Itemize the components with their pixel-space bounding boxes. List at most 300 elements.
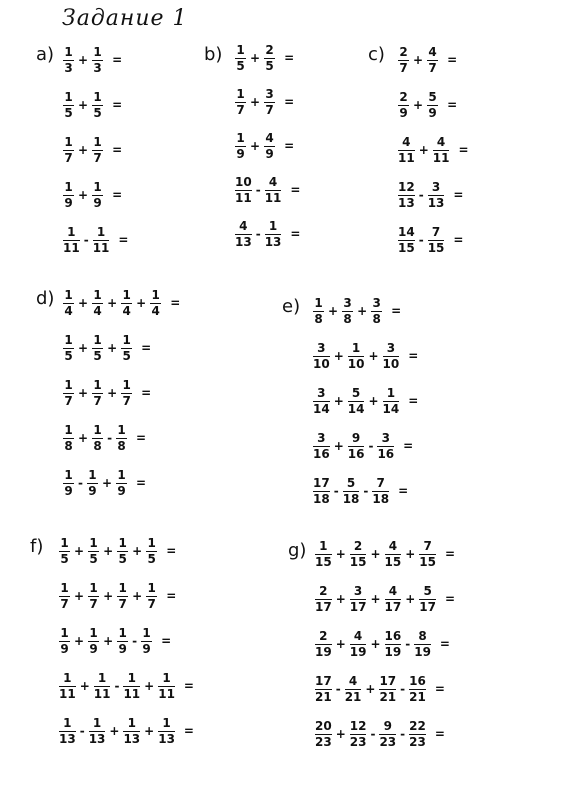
fraction-numerator: 1 [93, 134, 102, 149]
fraction-denominator: 5 [93, 348, 102, 363]
fraction-denominator: 21 [315, 689, 332, 704]
fraction [62, 46, 75, 75]
fraction [62, 334, 75, 363]
fraction [62, 424, 75, 453]
operator: + [250, 139, 261, 153]
fraction [314, 675, 333, 704]
expression [397, 42, 457, 78]
section-label: a) [36, 44, 55, 65]
equals-sign: = [112, 98, 123, 112]
fraction [263, 132, 276, 161]
fraction-denominator: 13 [123, 731, 141, 746]
fraction-denominator: 9 [88, 483, 97, 498]
fraction [91, 379, 104, 408]
expression [62, 285, 180, 321]
expression [58, 668, 194, 704]
fraction-numerator: 1 [97, 670, 107, 685]
fraction-numerator: 12 [349, 718, 367, 733]
fraction-numerator: 2 [319, 628, 328, 643]
equals-sign: = [398, 484, 409, 498]
fraction [87, 537, 100, 566]
fraction-numerator: 3 [265, 86, 274, 101]
fraction-denominator: 19 [315, 644, 332, 659]
operator: + [107, 341, 118, 355]
operator: + [335, 547, 346, 561]
fraction-numerator: 1 [64, 422, 73, 437]
fraction-numerator: 4 [268, 174, 278, 189]
fraction-numerator: 2 [319, 583, 328, 598]
fraction [312, 297, 325, 326]
fraction-numerator: 1 [118, 625, 127, 640]
fraction-denominator: 18 [372, 491, 390, 506]
fraction-numerator: 7 [376, 475, 385, 490]
operator: - [335, 682, 341, 696]
equals-sign: = [290, 183, 301, 197]
fraction-denominator: 7 [60, 596, 69, 611]
fraction [234, 220, 253, 249]
fraction-denominator: 13 [59, 731, 76, 746]
fraction-denominator: 15 [419, 554, 436, 569]
expression [312, 383, 418, 419]
fraction-numerator: 1 [122, 377, 131, 392]
fraction-denominator: 23 [379, 734, 397, 749]
fraction-denominator: 9 [64, 483, 73, 498]
fraction-numerator: 16 [409, 673, 426, 688]
fraction [349, 585, 368, 614]
fraction [88, 717, 107, 746]
fraction-denominator: 7 [147, 596, 156, 611]
operator: + [370, 592, 381, 606]
operator: + [418, 143, 429, 157]
expression [58, 713, 194, 749]
fraction-numerator: 1 [236, 130, 245, 145]
fraction-denominator: 8 [343, 311, 352, 326]
fraction-denominator: 9 [118, 641, 127, 656]
fraction [92, 226, 111, 255]
fraction-denominator: 15 [384, 554, 402, 569]
fraction-numerator: 1 [64, 89, 73, 104]
fraction-denominator: 5 [265, 58, 274, 73]
fraction [344, 675, 363, 704]
fraction-numerator: 1 [93, 89, 102, 104]
fraction [314, 540, 333, 569]
operator: - [363, 484, 369, 498]
expression [314, 536, 455, 572]
fraction-denominator: 19 [414, 644, 431, 659]
fraction [376, 432, 395, 461]
fraction-numerator: 5 [351, 385, 361, 400]
expression [314, 671, 445, 707]
fraction-denominator: 11 [158, 686, 175, 701]
equals-sign: = [136, 431, 147, 445]
fraction [116, 582, 129, 611]
fraction [58, 672, 77, 701]
expression [397, 87, 457, 123]
fraction-numerator: 1 [127, 715, 136, 730]
operator: + [78, 296, 89, 310]
fraction-denominator: 3 [64, 60, 73, 75]
fraction [62, 91, 75, 120]
section-label: c) [368, 44, 385, 65]
section-label: g) [288, 540, 307, 561]
fraction-numerator: 3 [317, 385, 326, 400]
operator: - [333, 484, 339, 498]
fraction-numerator: 4 [239, 218, 248, 233]
fraction [382, 342, 401, 371]
fraction [91, 181, 104, 210]
operator: + [132, 544, 143, 558]
fraction [58, 537, 71, 566]
equals-sign: = [453, 233, 464, 247]
fraction [91, 289, 104, 318]
fraction-numerator: 1 [162, 715, 171, 730]
operator: - [400, 727, 406, 741]
fraction-numerator: 14 [398, 224, 415, 239]
fraction-denominator: 9 [93, 195, 102, 210]
operator: - [114, 679, 120, 693]
operator: + [103, 544, 114, 558]
fraction [145, 537, 158, 566]
fraction [115, 424, 128, 453]
fraction [418, 540, 437, 569]
fraction-denominator: 14 [347, 401, 365, 416]
fraction-denominator: 11 [264, 190, 282, 205]
fraction-denominator: 5 [64, 348, 73, 363]
expression [314, 716, 445, 752]
worksheet-title: Задание 1 [62, 6, 188, 31]
fraction-numerator: 1 [236, 86, 245, 101]
fraction-denominator: 7 [64, 150, 73, 165]
fraction-numerator: 17 [379, 673, 397, 688]
fraction [384, 540, 403, 569]
section-label: d) [36, 288, 55, 309]
fraction-denominator: 13 [235, 234, 252, 249]
operator: + [405, 547, 416, 561]
fraction-denominator: 15 [349, 554, 367, 569]
equals-sign: = [290, 227, 301, 241]
fraction-numerator: 12 [398, 179, 415, 194]
operator: + [335, 727, 346, 741]
equals-sign: = [408, 349, 419, 363]
fraction-denominator: 9 [89, 641, 98, 656]
fraction [370, 297, 383, 326]
fraction-denominator: 4 [93, 303, 102, 318]
fraction [86, 469, 99, 498]
section-label: e) [282, 296, 301, 317]
fraction [349, 630, 368, 659]
fraction-denominator: 7 [428, 60, 437, 75]
fraction [413, 630, 432, 659]
fraction [312, 387, 331, 416]
fraction-denominator: 17 [349, 599, 367, 614]
fraction [426, 46, 439, 75]
operator: + [144, 679, 155, 693]
fraction-denominator: 19 [384, 644, 402, 659]
fraction-numerator: 3 [353, 583, 363, 598]
fraction-denominator: 8 [93, 438, 102, 453]
expression [234, 216, 300, 252]
fraction-numerator: 1 [64, 134, 73, 149]
fraction [314, 720, 333, 749]
operator: + [101, 476, 113, 490]
fraction-denominator: 7 [93, 393, 102, 408]
fraction-numerator: 1 [60, 625, 69, 640]
fraction [397, 136, 416, 165]
equals-sign: = [391, 304, 402, 318]
fraction [62, 379, 75, 408]
fraction [264, 176, 283, 205]
fraction-numerator: 1 [93, 179, 102, 194]
fraction-numerator: 1 [92, 715, 102, 730]
fraction [87, 627, 100, 656]
operator: - [83, 233, 89, 247]
equals-sign: = [447, 53, 458, 67]
equals-sign: = [284, 139, 295, 153]
expression [62, 42, 122, 78]
section-label: f) [30, 536, 44, 557]
fraction-numerator: 1 [147, 580, 156, 595]
fraction-numerator: 1 [162, 670, 171, 685]
operator: + [357, 304, 368, 318]
fraction-numerator: 4 [348, 673, 358, 688]
fraction-numerator: 1 [64, 377, 73, 392]
fraction-denominator: 7 [236, 102, 245, 117]
expression [62, 375, 151, 411]
equals-sign: = [141, 341, 152, 355]
expression [62, 87, 122, 123]
fraction-denominator: 5 [89, 551, 98, 566]
fraction-denominator: 7 [118, 596, 127, 611]
fraction [408, 720, 427, 749]
fraction-numerator: 4 [388, 538, 398, 553]
fraction [58, 582, 71, 611]
fraction-denominator: 7 [89, 596, 98, 611]
fraction-denominator: 11 [63, 240, 80, 255]
fraction [120, 334, 133, 363]
equals-sign: = [166, 589, 177, 603]
operator: + [78, 386, 89, 400]
equals-sign: = [284, 95, 295, 109]
fraction [427, 181, 446, 210]
fraction-numerator: 17 [313, 475, 330, 490]
operator: + [328, 304, 339, 318]
operator: + [365, 682, 376, 696]
fraction-denominator: 11 [432, 150, 450, 165]
fraction-numerator: 1 [351, 340, 361, 355]
operator: - [78, 476, 83, 490]
expression [58, 533, 176, 569]
fraction-numerator: 16 [384, 628, 402, 643]
fraction [349, 540, 368, 569]
fraction [263, 88, 276, 117]
operator: + [132, 589, 143, 603]
fraction [58, 627, 71, 656]
operator: - [370, 727, 376, 741]
equals-sign: = [439, 637, 450, 651]
fraction-denominator: 17 [419, 599, 436, 614]
fraction-denominator: 9 [265, 146, 274, 161]
operator: + [78, 143, 89, 157]
fraction-numerator: 3 [381, 430, 390, 445]
equals-sign: = [136, 476, 147, 490]
expression [62, 330, 151, 366]
fraction [93, 672, 112, 701]
operator: + [413, 53, 424, 67]
section-label: b) [204, 44, 223, 65]
fraction-numerator: 2 [399, 44, 408, 59]
fraction [349, 720, 368, 749]
fraction-denominator: 13 [88, 731, 106, 746]
expression [62, 132, 122, 168]
fraction-numerator: 1 [64, 179, 73, 194]
operator: + [368, 349, 379, 363]
operator: + [78, 431, 89, 445]
operator: + [103, 634, 114, 648]
fraction-numerator: 3 [317, 340, 326, 355]
fraction [120, 379, 133, 408]
fraction [312, 342, 331, 371]
fraction-numerator: 8 [418, 628, 427, 643]
fraction-numerator: 7 [423, 538, 432, 553]
fraction-numerator: 3 [431, 179, 441, 194]
equals-sign: = [118, 233, 129, 247]
fraction [157, 672, 176, 701]
fraction-numerator: 1 [89, 535, 98, 550]
fraction-denominator: 4 [151, 303, 160, 318]
fraction-numerator: 1 [88, 467, 97, 482]
fraction-numerator: 1 [122, 287, 131, 302]
fraction-denominator: 14 [382, 401, 400, 416]
fraction [347, 342, 366, 371]
operator: + [333, 394, 344, 408]
fraction [378, 720, 397, 749]
fraction-numerator: 4 [436, 134, 446, 149]
operator: - [255, 227, 261, 241]
fraction-numerator: 1 [117, 467, 126, 482]
fraction [378, 675, 397, 704]
equals-sign: = [403, 439, 414, 453]
operator: + [335, 637, 346, 651]
operator: - [418, 188, 424, 202]
fraction-denominator: 23 [349, 734, 367, 749]
fraction-numerator: 4 [402, 134, 411, 149]
fraction-numerator: 1 [319, 538, 328, 553]
fraction [115, 469, 128, 498]
fraction-numerator: 1 [127, 670, 136, 685]
fraction-denominator: 8 [64, 438, 73, 453]
fraction-denominator: 16 [347, 446, 365, 461]
operator: - [418, 233, 424, 247]
fraction [234, 176, 253, 205]
fraction-denominator: 11 [59, 686, 76, 701]
fraction-denominator: 10 [347, 356, 365, 371]
fraction [157, 717, 176, 746]
fraction-denominator: 5 [236, 58, 245, 73]
fraction [91, 424, 104, 453]
fraction-numerator: 20 [315, 718, 332, 733]
fraction-numerator: 1 [89, 625, 98, 640]
fraction-denominator: 10 [313, 356, 330, 371]
fraction-denominator: 11 [235, 190, 252, 205]
fraction-numerator: 1 [60, 580, 69, 595]
fraction [58, 717, 77, 746]
fraction [234, 132, 247, 161]
operator: + [74, 589, 85, 603]
fraction-numerator: 3 [317, 430, 326, 445]
fraction-numerator: 1 [147, 535, 156, 550]
fraction [149, 289, 162, 318]
fraction [263, 44, 276, 73]
fraction-numerator: 1 [268, 218, 278, 233]
operator: + [335, 592, 346, 606]
expression [397, 132, 469, 168]
operator: + [250, 95, 261, 109]
expression [234, 84, 294, 120]
fraction-numerator: 1 [63, 670, 72, 685]
operator: + [78, 188, 89, 202]
equals-sign: = [434, 682, 445, 696]
fraction-denominator: 3 [93, 60, 102, 75]
fraction-denominator: 9 [399, 105, 408, 120]
fraction [397, 181, 416, 210]
fraction [145, 582, 158, 611]
fraction-denominator: 13 [264, 234, 282, 249]
fraction-denominator: 9 [117, 483, 126, 498]
fraction-denominator: 23 [315, 734, 332, 749]
fraction-denominator: 18 [313, 491, 330, 506]
fraction-numerator: 1 [142, 625, 151, 640]
fraction-denominator: 13 [398, 195, 415, 210]
fraction-denominator: 16 [377, 446, 395, 461]
operator: + [250, 51, 261, 65]
equals-sign: = [112, 188, 123, 202]
expression [234, 128, 294, 164]
fraction-numerator: 1 [236, 42, 245, 57]
equals-sign: = [408, 394, 419, 408]
fraction-numerator: 1 [67, 224, 76, 239]
fraction-numerator: 1 [93, 377, 102, 392]
fraction-denominator: 21 [344, 689, 362, 704]
fraction [120, 289, 133, 318]
operator: + [78, 98, 89, 112]
fraction [371, 477, 390, 506]
fraction-denominator: 17 [384, 599, 402, 614]
operator: + [333, 349, 344, 363]
fraction-numerator: 3 [372, 295, 381, 310]
expression [62, 420, 146, 456]
fraction [427, 226, 446, 255]
fraction-denominator: 4 [64, 303, 73, 318]
fraction [408, 675, 427, 704]
fraction [62, 136, 75, 165]
fraction-denominator: 9 [236, 146, 245, 161]
fraction [91, 334, 104, 363]
fraction-numerator: 2 [399, 89, 408, 104]
fraction-numerator: 1 [117, 422, 126, 437]
operator: + [370, 547, 381, 561]
expression [62, 465, 146, 501]
fraction-numerator: 7 [431, 224, 441, 239]
fraction-denominator: 11 [93, 686, 111, 701]
fraction-numerator: 9 [351, 430, 361, 445]
fraction-numerator: 1 [314, 295, 323, 310]
fraction-denominator: 9 [60, 641, 69, 656]
operator: + [370, 637, 381, 651]
fraction [426, 91, 439, 120]
operator: + [413, 98, 424, 112]
equals-sign: = [141, 386, 152, 400]
fraction-denominator: 16 [313, 446, 330, 461]
